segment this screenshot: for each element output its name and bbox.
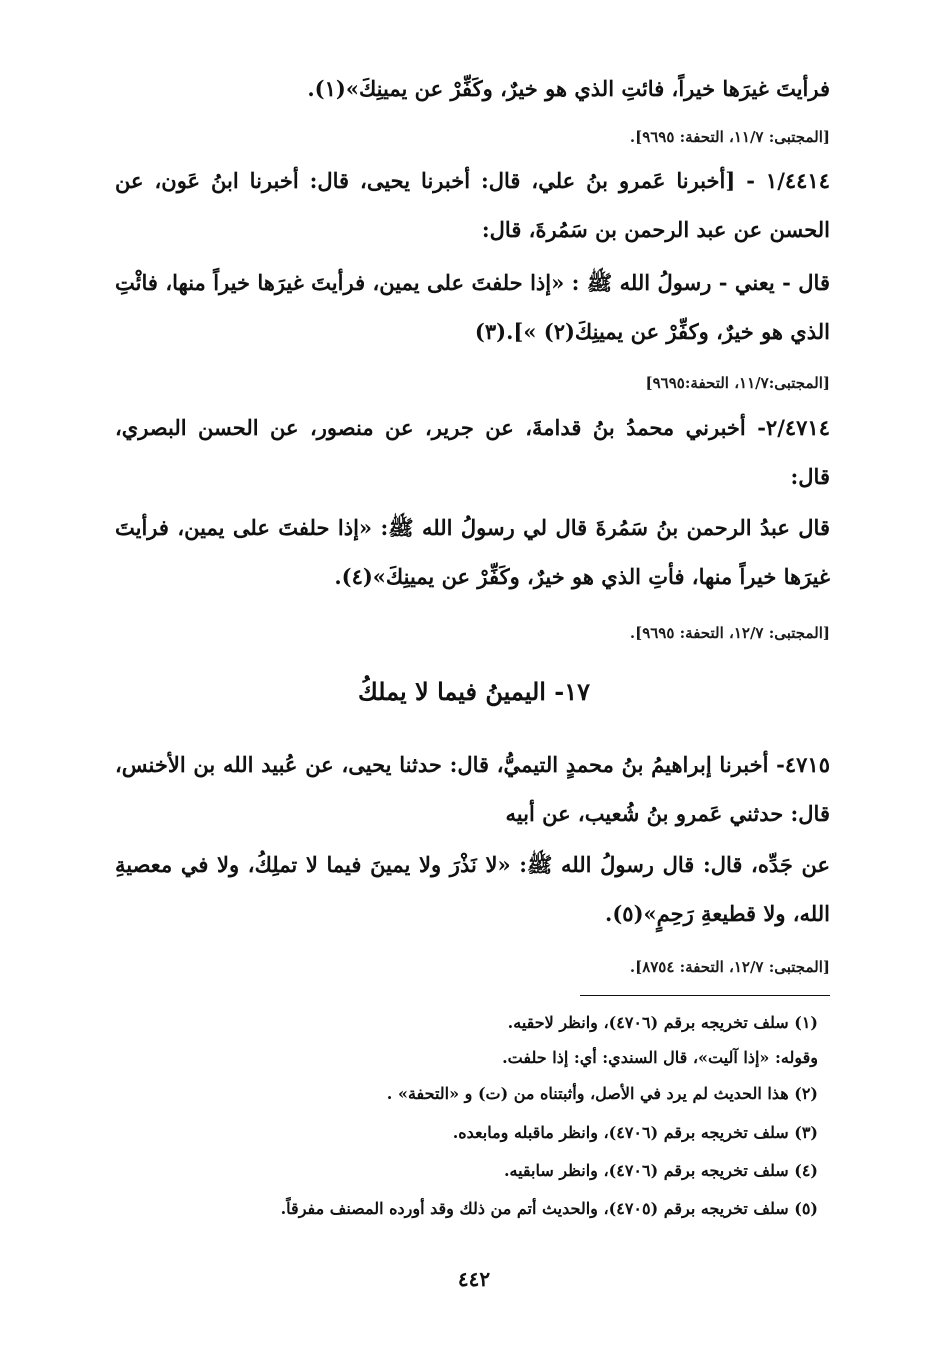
hadith-isnad-text: - [أخبرنا عَمرو بنُ علي، قال: أخبرنا يحيى، قال: أخبرنا ابنُ عَون، عن الحسن عن عبد الرحمن بن سَمُرةَ، قال: — [115, 168, 830, 242]
chapter-heading: ١٧- اليمينُ فيما لا يملكُ — [357, 677, 591, 706]
hadith-matn: قال - يعني - رسولُ الله ﷺ : «إذا حلفتَ على يمين، فرأيتَ غيرَها خيراً منها، فائْتِ الذي هو خيرٌ، وكفِّرْ عن يمينِكَ(٢) »].(٣) — [115, 270, 830, 344]
hadith-isnad-text: - أخبرني محمدُ بنُ قدامةَ، عن جرير، عن منصور، عن الحسن البصري، قال: — [115, 415, 830, 489]
hadith-isnad-text: - أخبرنا إبراهيمُ بنُ محمدٍ التيميُّ، قال: حدثنا يحيى، عن عُبيد الله بن الأخنس، قال: حدثني عَمرو بنُ شُعيب، عن أبيه — [115, 752, 830, 826]
reference-citation: [المجتبى: ١٢/٧، التحفة: ٩٦٩٥]. — [629, 624, 830, 642]
hadith-number: ١/٤٤١٤ — [765, 168, 830, 193]
footnote: وقوله: «إذا آليت»، قال السندي: أي: إذا حلفت. — [502, 1048, 818, 1067]
hadith-number: ٤٧١٥ — [784, 752, 830, 777]
footnote: (٣) سلف تخريجه برقم (٤٧٠٦)، وانظر ماقبله ومابعده. — [452, 1123, 818, 1142]
reference-citation: [المجتبى: ١٢/٧، التحفة: ٨٧٥٤]. — [629, 958, 830, 976]
hadith-isnad — [115, 156, 830, 254]
footnote: (٥) سلف تخريجه برقم (٤٧٠٥)، والحديث أتم من ذلك وقد أورده المصنف مفرقاً. — [280, 1199, 818, 1218]
reference-citation: [المجتبى: ١١/٧، التحفة: ٩٦٩٥]. — [629, 128, 830, 146]
hadith-continuation: فرأيتَ غيرَها خيراً، فائتِ الذي هو خيرٌ، وكَفِّرْ عن يمينِكَ»(١). — [307, 76, 830, 101]
reference-citation: [المجتبى:١١/٧، التحفة:٩٦٩٥] — [645, 374, 830, 392]
hadith-isnad — [115, 740, 830, 838]
footnote-separator — [580, 995, 830, 996]
hadith-matn: قال عبدُ الرحمن بنُ سَمُرةَ قال لي رسولُ الله ﷺ: «إذا حلفتَ على يمين، فرأيتَ غيرَها خيراً منها، فأتِ الذي هو خيرٌ، وكَفِّرْ عن يمينِكَ»(٤). — [115, 515, 830, 589]
hadith-isnad — [115, 403, 830, 501]
footnote: (٤) سلف تخريجه برقم (٤٧٠٦)، وانظر سابقيه. — [503, 1161, 818, 1180]
page-number: ٤٤٢ — [457, 1267, 491, 1291]
hadith-matn: عن جَدِّه، قال: قال رسولُ الله ﷺ: «لا نَذْرَ ولا يمينَ فيما لا تملِكُ، ولا في معصيةِ الله، ولا قطيعةِ رَحِمٍ»(٥). — [115, 852, 830, 926]
footnote: (٢) هذا الحديث لم يرد في الأصل، وأثبتناه من (ت) و «التحفة» . — [386, 1084, 818, 1103]
hadith-number: ٢/٤٧١٤ — [765, 415, 830, 440]
footnote: (١) سلف تخريجه برقم (٤٧٠٦)، وانظر لاحقيه. — [507, 1013, 818, 1032]
